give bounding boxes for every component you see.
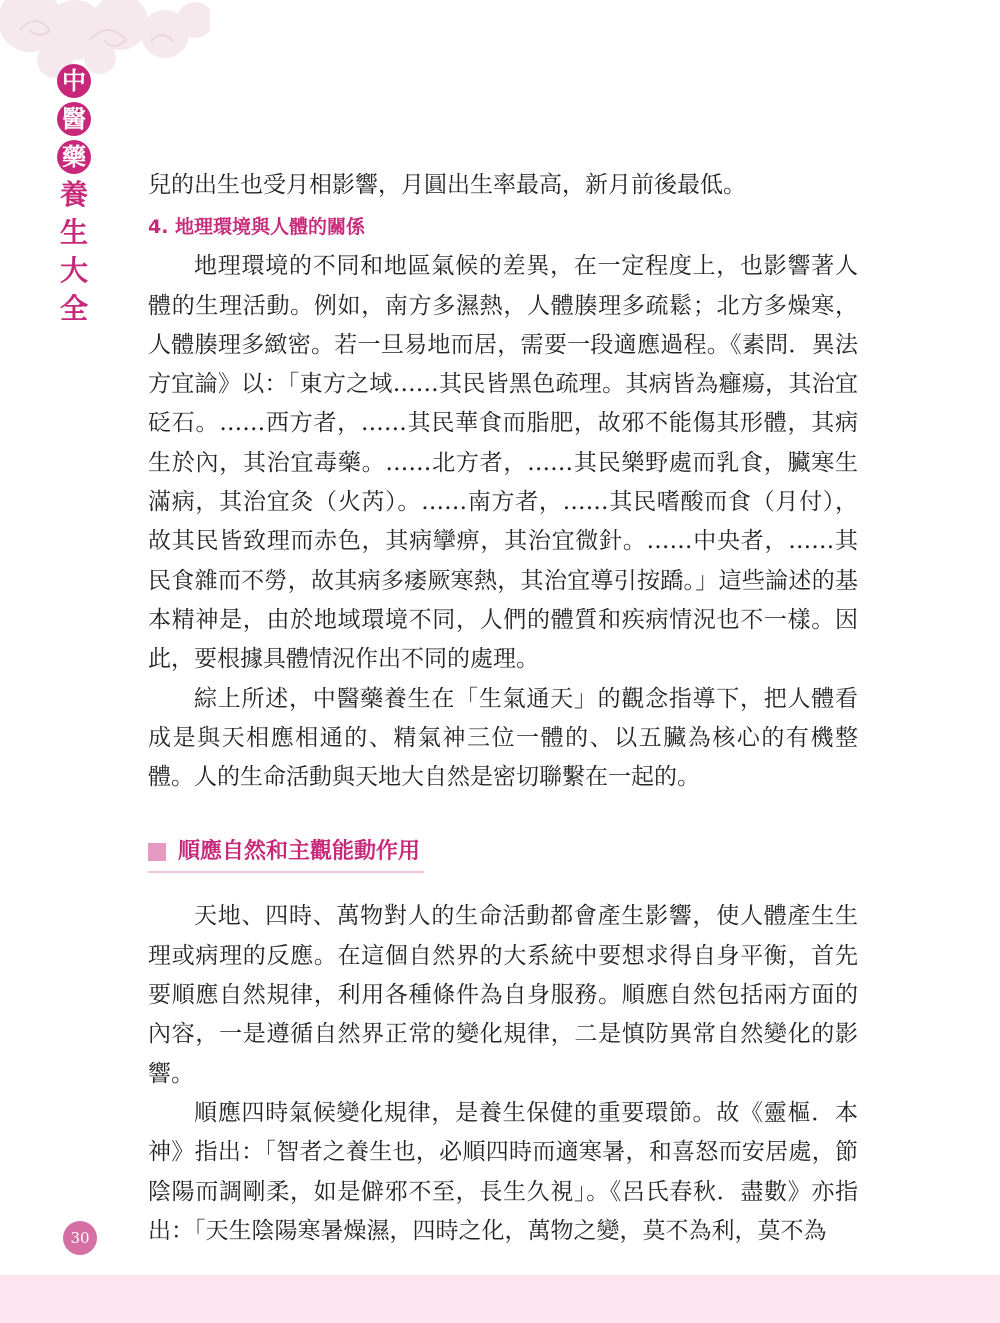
page-number: 30 bbox=[63, 1221, 97, 1255]
section-title: 順應自然和主觀能動作用 bbox=[178, 839, 421, 865]
title-char: 大 bbox=[59, 254, 88, 287]
section-heading bbox=[148, 837, 424, 873]
vertical-book-title bbox=[57, 64, 93, 330]
main-content bbox=[148, 166, 858, 1251]
footer-band bbox=[0, 1275, 1000, 1323]
title-char: 醫 bbox=[57, 102, 91, 136]
title-char: 全 bbox=[59, 292, 88, 325]
paragraph-continued: 兒的出生也受月相影響，月圓出生率最高，新月前後最低。 bbox=[148, 172, 746, 198]
title-char: 中 bbox=[57, 64, 91, 98]
paragraph: 天地、四時、萬物對人的生命活動都會產生影響，使人體產生生理或病理的反應。在這個自然界的大系統中要想求得自身平衡，首先要順應自然規律，利用各種條件為自身服務。順應自然包括兩方面的內容，一是遵循自然界正常的變化規律，二是慎防異常自然變化的影響。 bbox=[148, 903, 858, 1087]
title-char: 生 bbox=[59, 216, 88, 249]
cloud-ornament bbox=[0, 0, 210, 95]
paragraph: 綜上所述，中醫藥養生在「生氣通天」的觀念指導下，把人體看成是與天相應相通的、精氣神三位一體的、以五臟為核心的有機整體。人的生命活動與天地大自然是密切聯繫在一起的。 bbox=[148, 685, 858, 791]
title-char: 養 bbox=[59, 178, 88, 211]
paragraph: 順應四時氣候變化規律，是養生保健的重要環節。故《靈樞．本神》指出：「智者之養生也，必順四時而適寒暑，和喜怒而安居處，節陰陽而調剛柔，如是僻邪不至，長生久視」。《呂氏春秋．盡數》亦指出：「天生陰陽寒暑燥濕，四時之化，萬物之變，莫不為利，莫不為 bbox=[148, 1099, 858, 1244]
title-char: 藥 bbox=[57, 140, 91, 174]
paragraph: 地理環境的不同和地區氣候的差異，在一定程度上，也影響著人體的生理活動。例如，南方多濕熱，人體腠理多疏鬆；北方多燥寒，人體腠理多緻密。若一旦易地而居，需要一段適應過程。《素問．異法方宜論》以：「東方之域……其民皆黑色疏理。其病皆為癰瘍，其治宜砭石。……西方者，……其民華食而脂肥，故邪不能傷其形體，其病生於內，其治宜毒藥。……北方者，……其民樂野處而乳食，臟寒生滿病，其治宜灸（火芮）。……南方者，……其民嗜酸而食（月付），故其民皆致理而赤色，其病攣痹，其治宜微針。……中央者，……其民食雜而不勞，故其病多痿厥寒熱，其治宜導引按蹻。」這些論述的基本精神是，由於地域環境不同，人們的體質和疾病情況也不一樣。因此，要根據具體情況作出不同的處理。 bbox=[148, 253, 858, 673]
square-bullet-icon bbox=[148, 843, 166, 861]
subheading: 4. 地理環境與人體的關係 bbox=[148, 216, 366, 239]
